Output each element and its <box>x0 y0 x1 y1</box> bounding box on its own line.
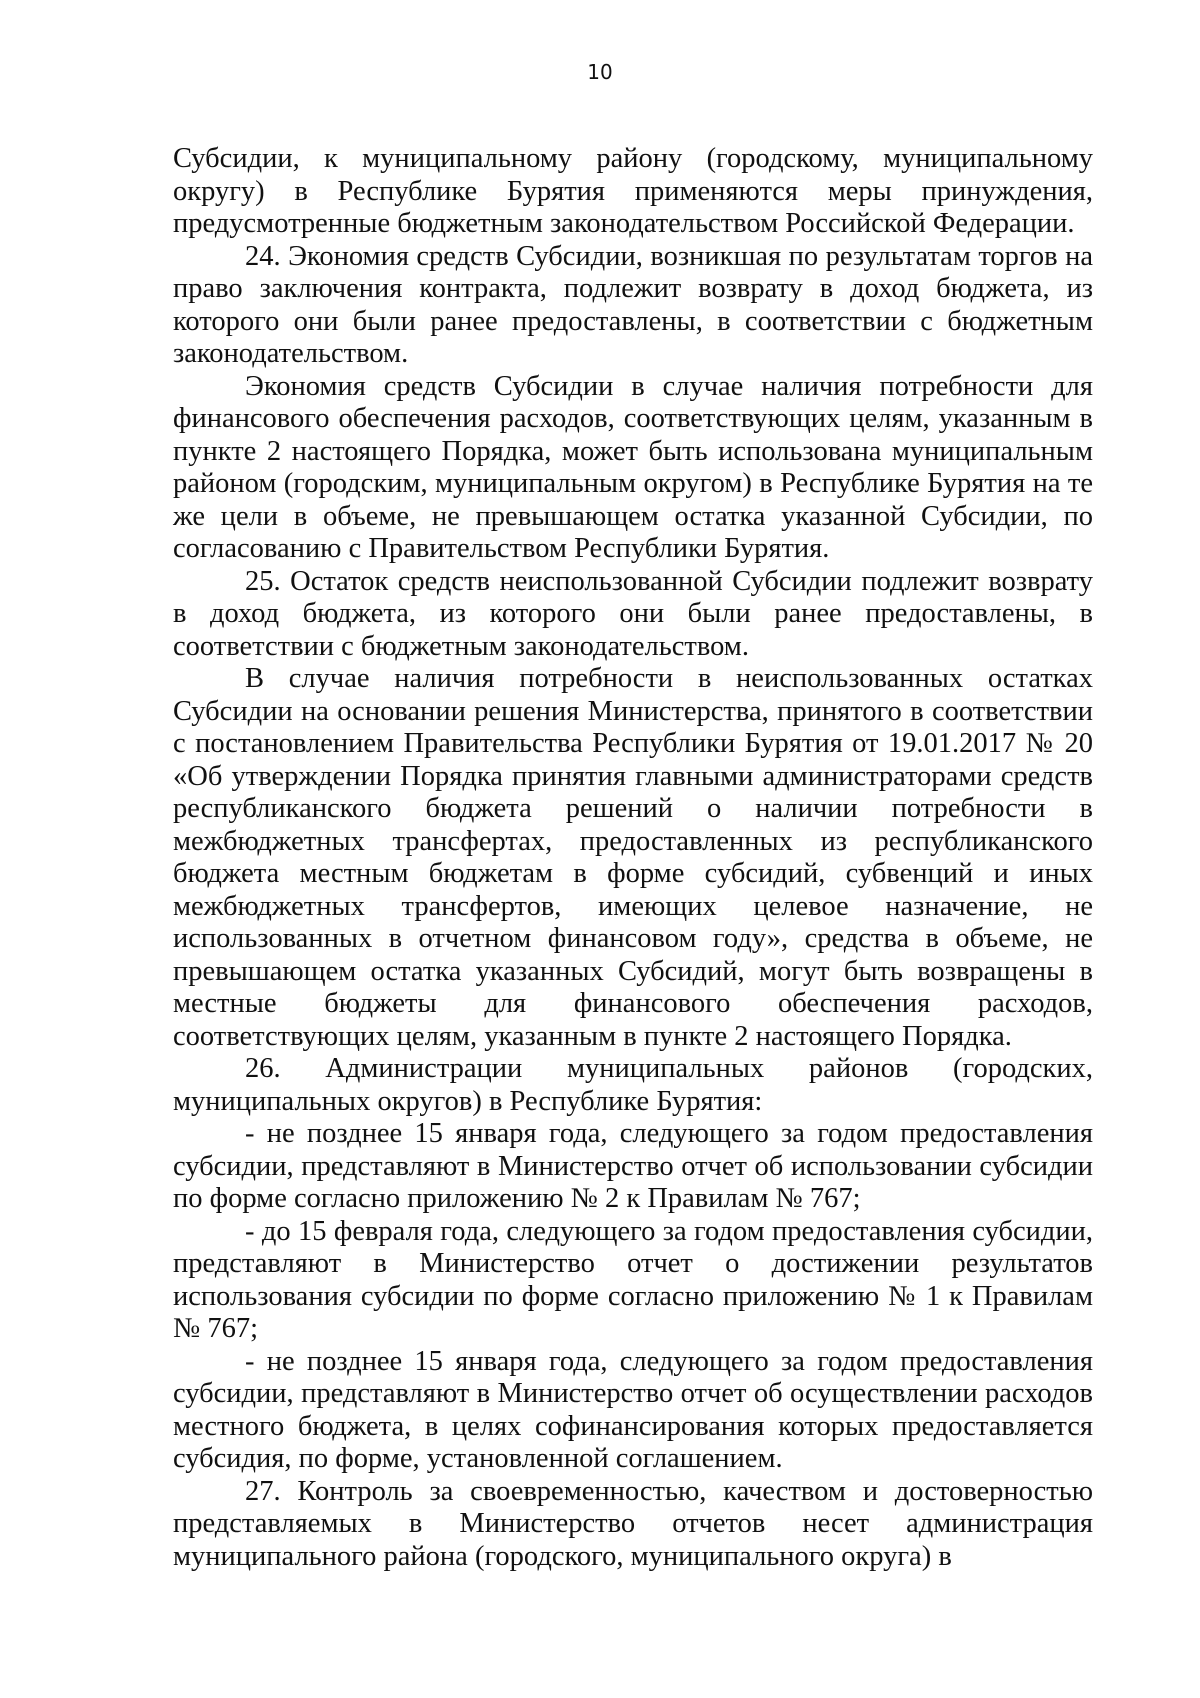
paragraph-item-24: 24. Экономия средств Субсидии, возникшая по результатам торгов на право заключения контракта, подлежит возврату в доход бюджета, из которого они были ранее предоставлены, в соответствии с бюджетным законодательством. <box>173 240 1093 369</box>
paragraph-item-25: 25. Остаток средств неиспользованной Субсидии подлежит возврату в доход бюджета, из которого они были ранее предоставлены, в соответствии с бюджетным законодательством. <box>173 565 1093 662</box>
paragraph-item-26: 26. Администрации муниципальных районов (городских, муниципальных округов) в Республике Бурятия: <box>173 1053 1093 1117</box>
paragraph-savings: Экономия средств Субсидии в случае наличия потребности для финансового обеспечения расходов, соответствующих целям, указанным в пункте 2 настоящего Порядка, может быть использована муниципальным районом (городским, муниципальным округом) в Республике Бурятия на те же цели в объеме, не превышающем остатка указанной Субсидии, по согласованию с Правительством Республики Бурятия. <box>173 370 1093 564</box>
document-body <box>173 143 1093 1573</box>
paragraph-unused-remainder: В случае наличия потребности в неиспользованных остатках Субсидии на основании решения Министерства, принятого в соответствии с постановлением Правительства Республики Бурятия от 19.01.2017 № 20 «Об утверждении Порядка принятия главными администраторами средств республиканского бюджета решений о наличии потребности в межбюджетных трансфертах, предоставленных из республиканского бюджета местным бюджетам в форме субсидий, субвенций и иных межбюджетных трансфертов, имеющих целевое назначение, не использованных в отчетном финансовом году», средства в объеме, не превышающем остатка указанных Субсидий, могут быть возвращены в местные бюджеты для финансового обеспечения расходов, соответствующих целям, указанным в пункте 2 настоящего Порядка. <box>173 663 1093 1052</box>
page-number: 10 <box>587 60 613 84</box>
paragraph-item-27: 27. Контроль за своевременностью, качеством и достоверностью представляемых в Министерство отчетов несет администрация муниципального района (городского, муниципального округа) в <box>173 1475 1093 1572</box>
paragraph-continuation: Субсидии, к муниципальному району (городскому, муниципальному округу) в Республике Бурятия применяются меры принуждения, предусмотренные бюджетным законодательством Российской Федерации. <box>173 143 1093 239</box>
list-item-report-expenses: - не позднее 15 января года, следующего за годом предоставления субсидии, представляют в Министерство отчет об осуществлении расходов местного бюджета, в целях софинансирования которых предоставляется субсидия, по форме, установленной соглашением. <box>173 1345 1093 1474</box>
list-item-report-results: - до 15 февраля года, следующего за годом предоставления субсидии, представляют в Министерство отчет о достижении результатов использования субсидии по форме согласно приложению № 1 к Правилам № 767; <box>173 1215 1093 1344</box>
list-item-report-usage: - не позднее 15 января года, следующего за годом предоставления субсидии, представляют в Министерство отчет об использовании субсидии по форме согласно приложению № 2 к Правилам № 767; <box>173 1118 1093 1214</box>
